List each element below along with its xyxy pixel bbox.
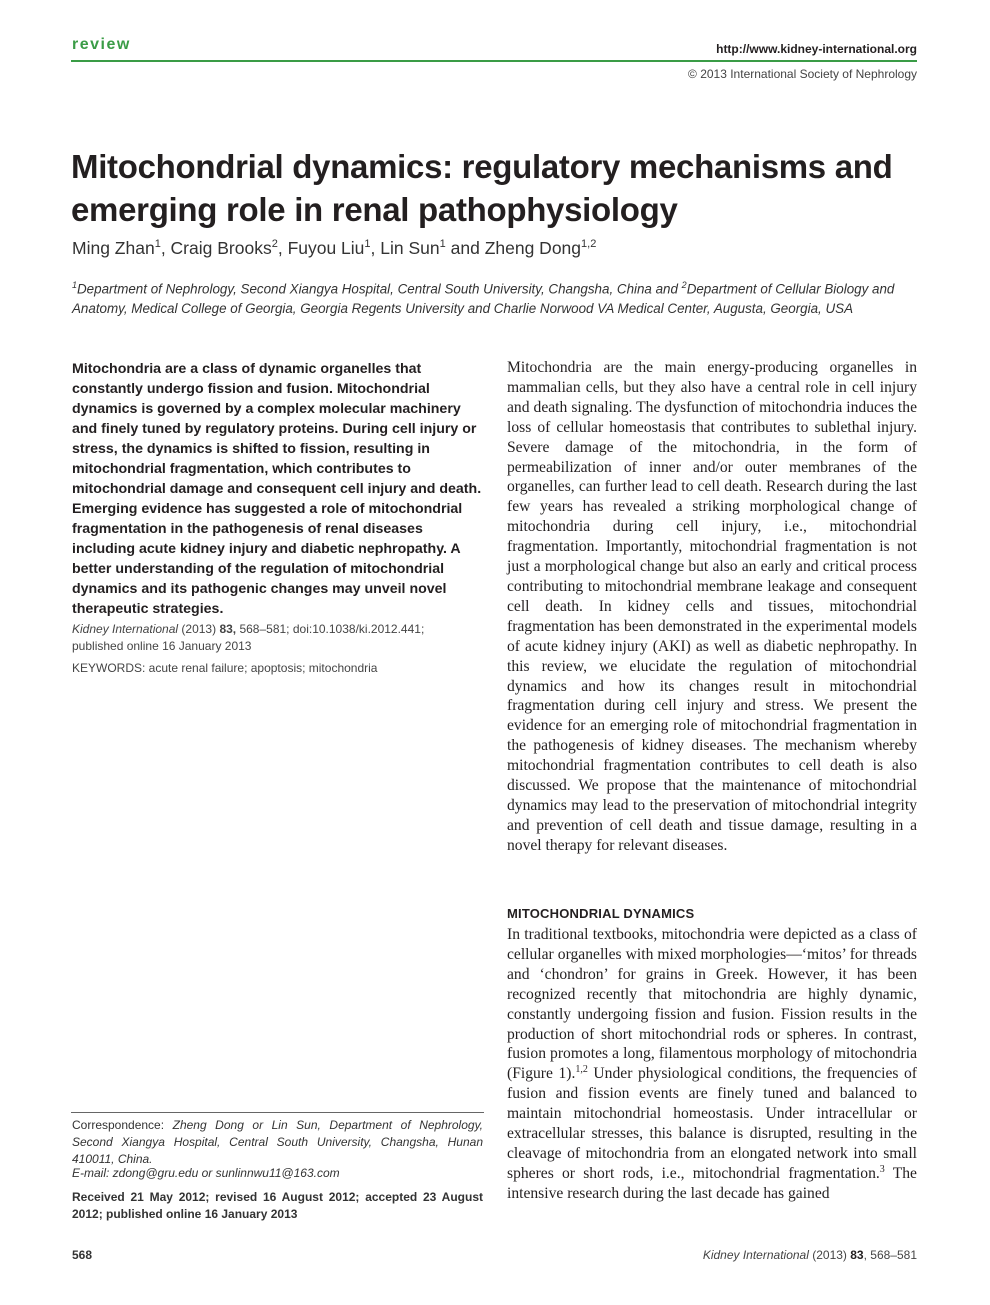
author-separator: , [370,238,381,258]
citation [72,621,488,655]
section-heading: MITOCHONDRIAL DYNAMICS [507,906,695,921]
author-separator: and [445,238,485,258]
citation-doi: 568–581; doi:10.1038/ki.2012.441; [236,622,425,636]
affiliations [72,275,920,319]
correspondence-divider [71,1112,484,1113]
affiliation-mark: 1 [72,280,78,290]
section-label: review [72,36,131,53]
article-title: Mitochondrial dynamics: regulatory mechanisms and emerging role in renal pathophysiology [71,148,893,228]
section-text: Under physiological conditions, the frequencies of fusion and fission events are finely tuned and balanced to maintain mitochondrial homeostasis. Under intracellular or extracellular stresses, this balance is disrupted, resulting in the cleavage of mitochondria from an elongated network into small spheres or short rods, i.e., mitochondrial fragmentation. [507,1065,917,1182]
correspondence [72,1117,483,1168]
author-name: Lin Sun [380,238,440,258]
author-name: Ming Zhan [72,238,155,258]
affiliation-text: Department of Nephrology, Second Xiangya Hospital, Central South University, Changsha, China and [77,281,682,297]
author-affiliation-mark: 2 [271,238,278,251]
author-list [72,238,596,259]
introduction-text: Mitochondria are the main energy-producing organelles in mammalian cells, but they also have a central role in cell injury and death signaling. The dysfunction of mitochondria induces the loss of cellular homeostasis that contributes to sublethal injury. Severe damage of the mitochondria, in the form of permeabilization of inner and/or outer membranes of the organelles, can further lead to cell death. Research during the last few years has revealed a striking morphological change of mitochondria during cell injury, i.e., mitochondrial fragmentation. Importantly, mitochondrial fragmentation is not just a morphological change but also an early and critical process contributing to mitochondrial membrane leakage and consequent cell death. In kidney cells and tissues, mitochondrial fragmentation has been demonstrated in the experimental models of acute kidney injury (AKI) as well as diabetic nephropathy. In this review, we elucidate the regulation of mitochondrial dynamics and how its changes result in mitochondrial fragmentation during cell injury and stress. We present the evidence for an emerging role of mitochondrial fragmentation in the pathogenesis of kidney diseases. The mechanism whereby mitochondrial fragmentation contributes to cell death is also discussed. We propose that the maintenance of mitochondrial dynamics may lead to the preservation of mitochondrial integrity and prevention of cell death and tissue damage, resulting in a novel therapy for relevant diseases. [507,359,917,854]
reference-mark[interactable]: 1,2 [575,1064,588,1076]
author-name: Zheng Dong [484,238,582,258]
author-affiliation-mark: 1 [154,238,161,251]
affiliation-text: Department of Cellular Biology and Anatomy, Medical College of Georgia, Georgia Regents University and Charlie Norwood VA Medical Center, Augusta, Georgia, USA [72,281,895,317]
introduction-paragraph [507,358,917,856]
citation-published: published online 16 January 2013 [72,639,252,653]
copyright-notice: © 2013 International Society of Nephrology [688,67,917,81]
reference-mark[interactable]: 3 [879,1163,885,1175]
author-separator: , [277,238,288,258]
correspondence-text: Zheng Dong or Lin Sun, Department of Nephrology, Second Xiangya Hospital, Central South University, Changsha, Hunan 410011, China. [72,1118,484,1166]
author-affiliation-mark: 1 [439,238,446,251]
correspondence-label: Correspondence: [72,1118,173,1132]
section-text: In traditional textbooks, mitochondria were depicted as a class of cellular organelles with mixed morphologies—‘mitos’ for threads and ‘chondron’ for grains in Greek. However, it has been recognized recently that mitochondria are highly dynamic, constantly undergoing fission and fusion. Fission results in the production of short mitochondrial rods or spheres. In contrast, fusion promotes a long, filamentous morphology of mitochondria (Figure 1). [507,926,917,1083]
footer-pages: , 568–581 [863,1248,917,1262]
author-name: Craig Brooks [170,238,272,258]
author-name: Fuyou Liu [287,238,365,258]
footer-citation [703,1248,917,1262]
affiliation-mark: 2 [681,280,687,290]
keywords: KEYWORDS: acute renal failure; apoptosis; mitochondria [72,661,378,675]
author-affiliation-mark: 1,2 [581,238,597,251]
section-text: The intensive research during the last decade has gained [507,1164,917,1202]
page-number: 568 [72,1248,93,1262]
abstract: Mitochondria are a class of dynamic organelles that constantly undergo fission and fusion. Mitochondrial dynamics is governed by a complex molecular machinery and finely tuned by regulatory proteins. During cell injury or stress, the dynamics is shifted to fission, resulting in mitochondrial fragmentation, which contributes to mitochondrial damage and consequent cell injury and death. Emerging evidence has suggested a role of mitochondrial fragmentation in the pathogenesis of renal diseases including acute kidney injury and diabetic nephropathy. A better understanding of the regulation of mitochondrial dynamics and its pathogenic changes may unveil novel therapeutic strategies. [72,361,482,617]
journal-url-link[interactable]: http://www.kidney-international.org [716,42,917,56]
footer-volume: 83 [850,1248,864,1262]
citation-volume: 83, [219,622,237,636]
section-paragraph [507,925,917,1204]
citation-journal: Kidney International [72,622,179,636]
correspondence-email[interactable]: E-mail: zdong@gru.edu or sunlinnwu11@163.com [72,1166,340,1180]
header-divider [71,60,917,62]
footer-journal: Kidney International [702,1248,809,1262]
author-separator: , [160,238,171,258]
author-affiliation-mark: 1 [364,238,371,251]
footer-year: (2013) [808,1248,851,1262]
received-dates: Received 21 May 2012; revised 16 August 2012; accepted 23 August 2012; published online 16 January 2013 [72,1190,483,1221]
citation-year: (2013) [178,622,220,636]
